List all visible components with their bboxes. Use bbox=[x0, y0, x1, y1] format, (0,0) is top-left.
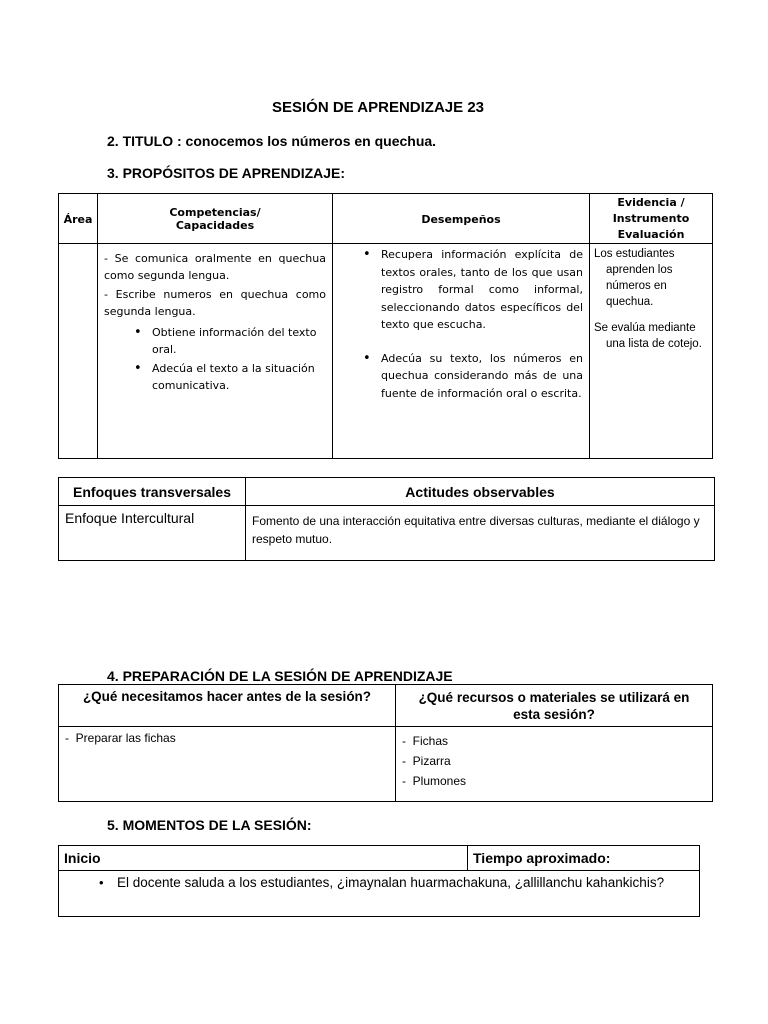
session-title: SESIÓN DE APRENDIZAJE 23 bbox=[272, 99, 484, 116]
header-recursos: ¿Qué recursos o materiales se utilizará en esta sesión? bbox=[418, 690, 690, 722]
momentos-heading: 5. MOMENTOS DE LA SESIÓN: bbox=[107, 817, 312, 833]
instrumento-text: Se evalúa mediante una lista de cotejo. bbox=[594, 322, 702, 350]
preparacion-heading: 4. PREPARACIÓN DE LA SESIÓN DE APRENDIZAJE bbox=[107, 668, 453, 684]
header-competencias: Competencias/ bbox=[169, 205, 261, 219]
competencia-2: - Escribe numeros en quechua como segunda lengua. bbox=[104, 288, 326, 318]
header-evaluacion: Evaluación bbox=[617, 227, 685, 241]
momentos-table bbox=[58, 845, 700, 917]
header-evidencia: Evidencia / bbox=[617, 195, 685, 209]
actitud-value: Fomento de una interacción equitativa entre diversas culturas, mediante el diálogo y respeto mutuo. bbox=[252, 514, 700, 546]
recurso-item: - Plumones bbox=[402, 774, 467, 788]
preparacion-table bbox=[58, 684, 713, 802]
evidencia-text: Los estudiantes aprenden los números en quechua. bbox=[594, 248, 675, 308]
area-cell bbox=[59, 244, 98, 459]
header-desempenos: Desempeños bbox=[421, 212, 501, 226]
competencia-1: - Se comunica oralmente en quechua como segunda lengua. bbox=[104, 252, 326, 282]
desempeno-item: • Adecúa su texto, los números en quechua considerando más de una fuente de información oral o escrita. bbox=[363, 350, 583, 403]
recurso-item: - Pizarra bbox=[402, 754, 451, 768]
header-actitudes: Actitudes observables bbox=[405, 483, 555, 500]
capacidad-item: • Obtiene información del texto oral. bbox=[134, 324, 326, 358]
desempeno-item: • Recupera información explícita de textos orales, tanto de los que usan registro formal como informal, seleccionando datos específicos del texto que escucha. bbox=[363, 246, 583, 334]
inicio-label: Inicio bbox=[64, 850, 101, 866]
recurso-item: - Fichas bbox=[402, 734, 449, 748]
header-antes: ¿Qué necesitamos hacer antes de la sesión? bbox=[82, 689, 372, 704]
antes-item: - Preparar las fichas bbox=[65, 731, 176, 745]
propositos-table bbox=[58, 193, 713, 459]
header-area: Área bbox=[63, 212, 93, 226]
titulo-line: 2. TITULO : conocemos los números en quechua. bbox=[107, 133, 437, 149]
enfoque-value: Enfoque Intercultural bbox=[65, 510, 195, 526]
header-capacidades: Capacidades bbox=[175, 218, 255, 232]
capacidad-item: • Adecúa el texto a la situación comunicativa. bbox=[134, 360, 326, 394]
tiempo-label: Tiempo aproximado: bbox=[473, 850, 611, 866]
header-enfoques: Enfoques transversales bbox=[73, 483, 231, 500]
enfoques-table bbox=[58, 477, 715, 561]
header-instrumento: Instrumento bbox=[612, 211, 690, 225]
saludo-item: • El docente saluda a los estudiantes, ¿imaynalan huarmachakuna, ¿allillanchu kahankichis? bbox=[99, 875, 693, 890]
propositos-heading: 3. PROPÓSITOS DE APRENDIZAJE: bbox=[107, 165, 346, 181]
